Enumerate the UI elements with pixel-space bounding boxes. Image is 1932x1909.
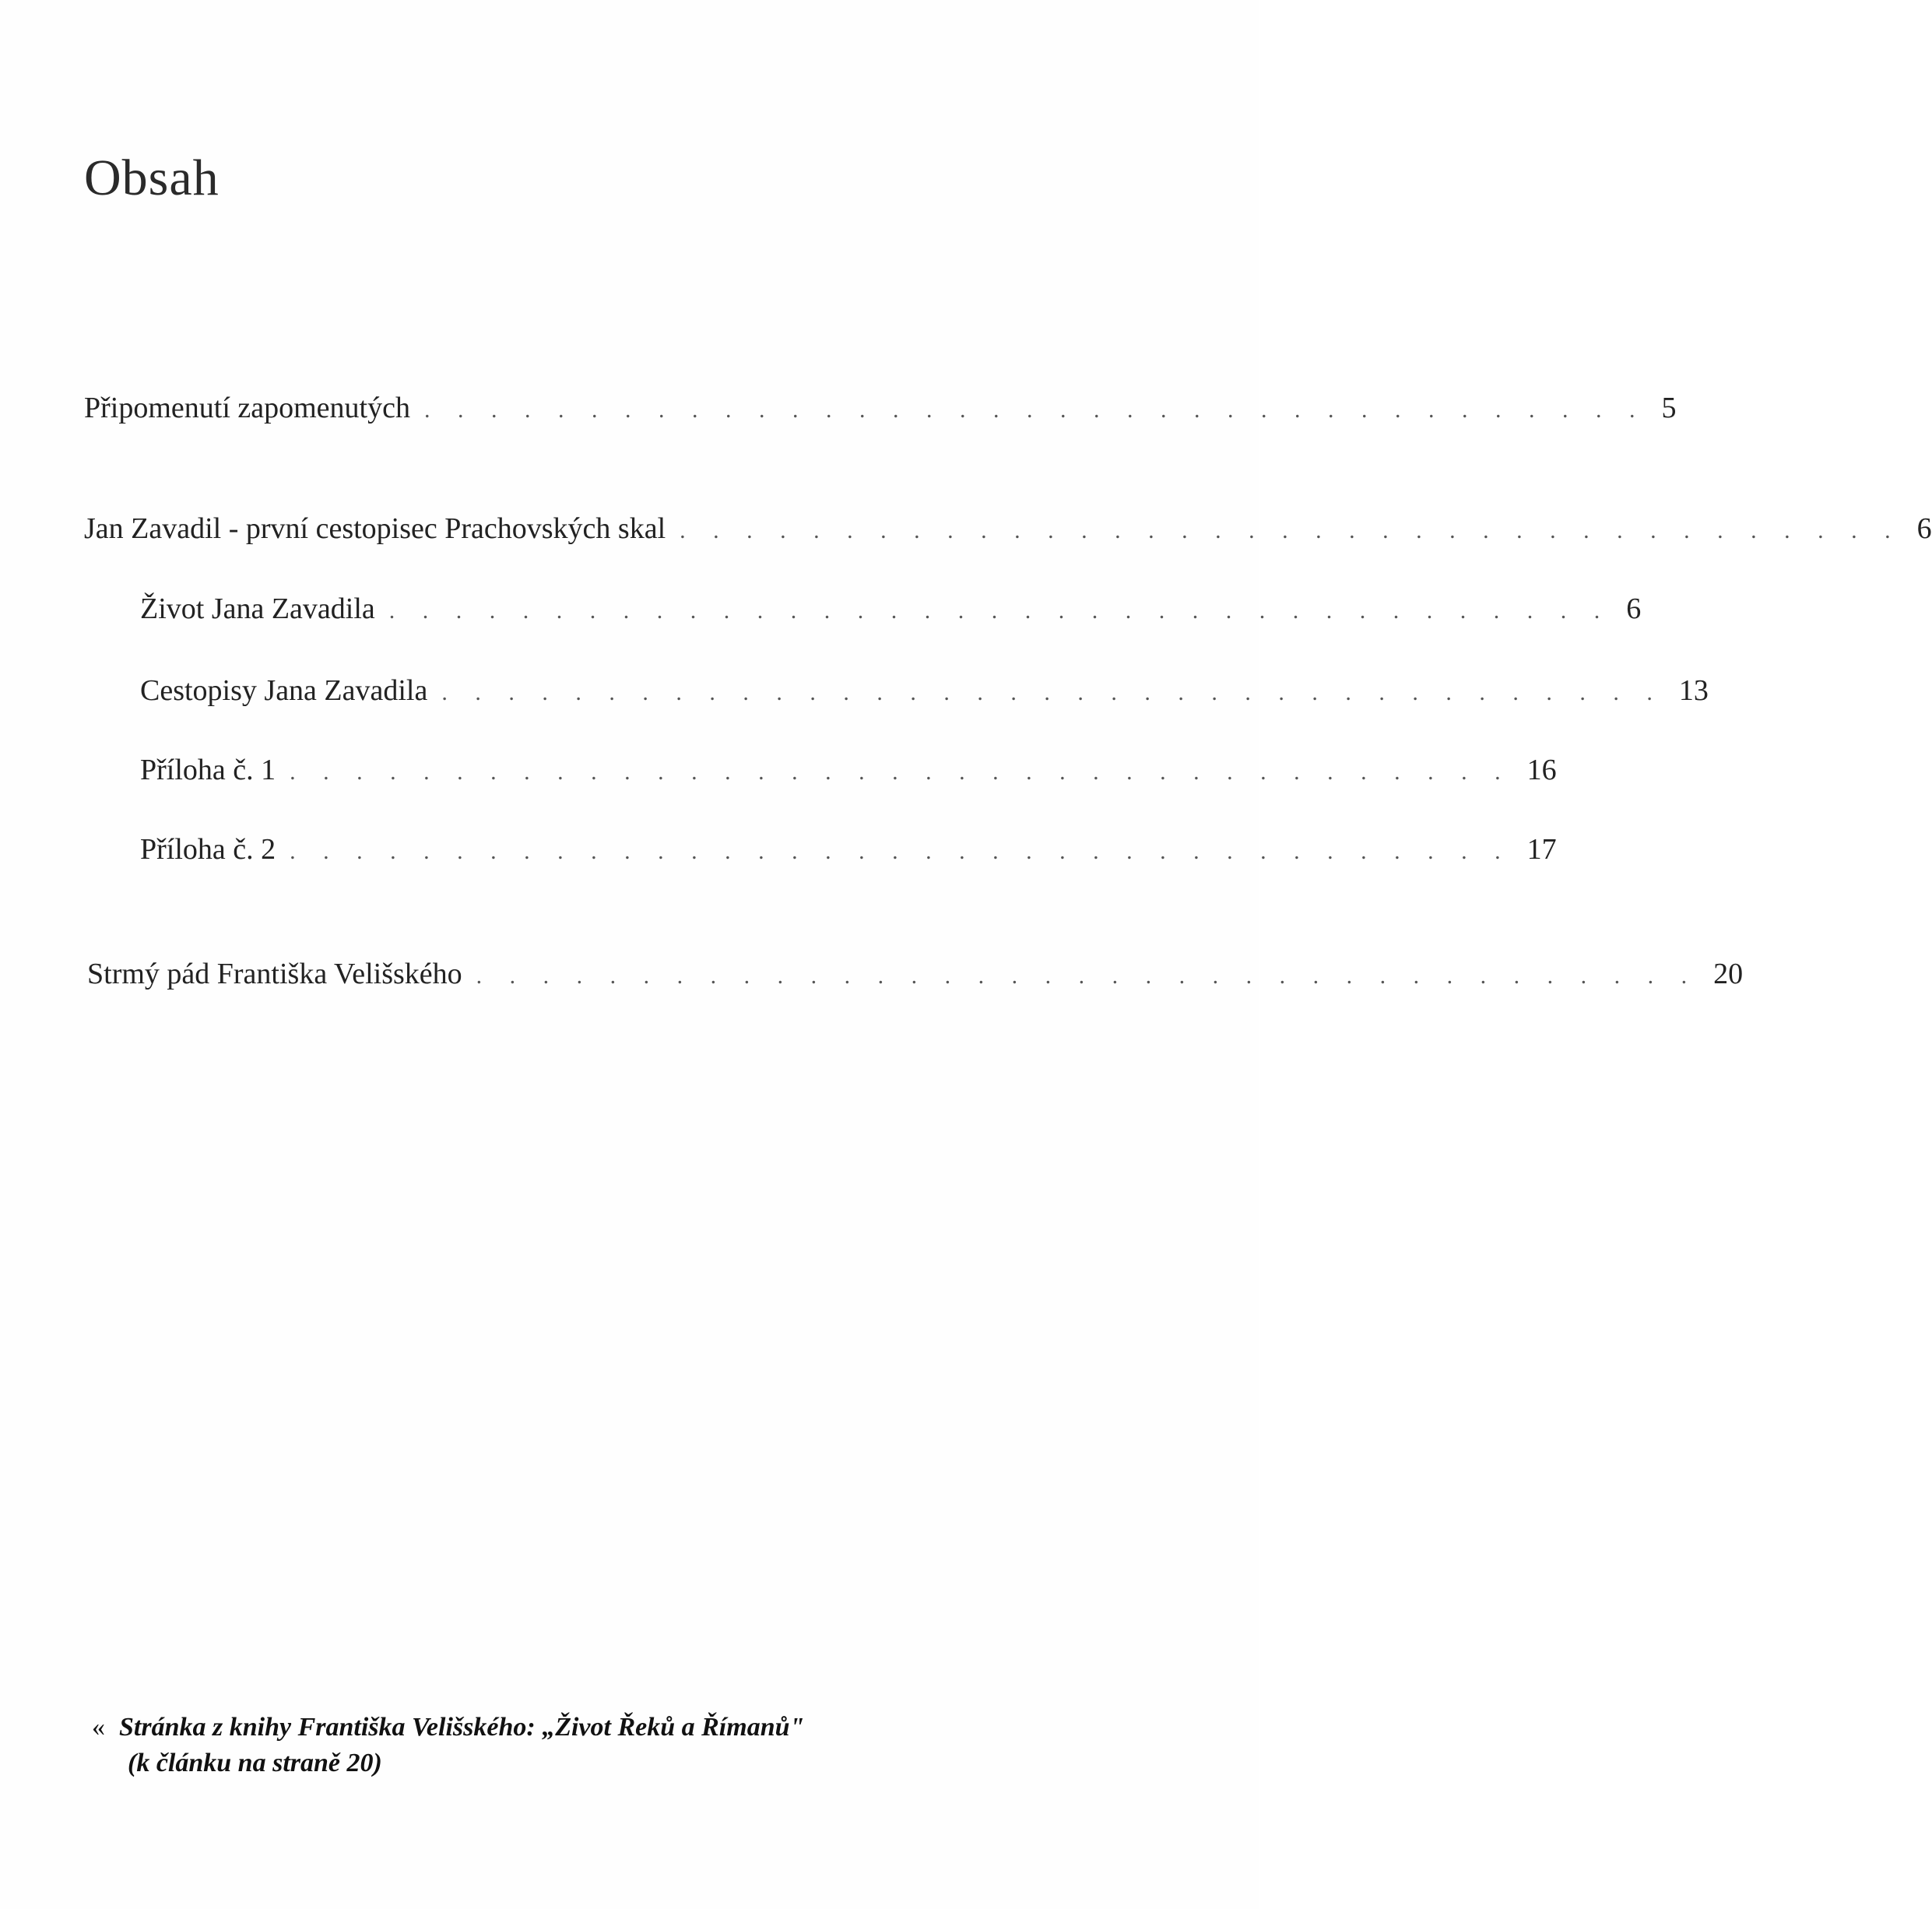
toc-subentry [140,674,1709,707]
toc-entry-label: Jan Zavadil - první cestopisec Prachovských skal [84,512,666,545]
caption-marker: « [92,1713,105,1742]
dot-leader: . . . . . . . . . . . . . . . . . . . . . . . . . . . . . . . . . . . . . [423,397,1646,423]
dot-leader: . . . . . . . . . . . . . . . . . . . . . . . . . . . . . . . . . . . . . [388,598,1611,624]
toc-subentry [140,592,1642,625]
caption-line-2: (k článku na straně 20) [128,1748,382,1777]
toc-entry-page: 20 [1713,958,1744,990]
toc-entry-page: 13 [1678,674,1709,707]
page-title: Obsah [84,149,220,206]
toc-entry-page: 17 [1526,833,1557,866]
dot-leader: . . . . . . . . . . . . . . . . . . . . . . . . . . . . . . . . . . . . . [290,838,1512,864]
toc-entry [84,392,1677,424]
caption-line-1: Stránka z knihy Františka Velišského: „Život Řeků a Římanů" [119,1713,805,1742]
toc-entry-label: Strmý pád Františka Velišského [87,958,462,990]
toc-entry-label: Život Jana Zavadila [140,592,375,625]
toc-entry [87,958,1744,990]
toc-entry-label: Cestopisy Jana Zavadila [140,674,428,707]
toc-entry-page: 5 [1661,392,1677,424]
dot-leader: . . . . . . . . . . . . . . . . . . . . . . . . . . . . . . . . . . . . . [441,680,1663,705]
toc-entry-page: 16 [1526,754,1557,786]
dot-leader: . . . . . . . . . . . . . . . . . . . . . . . . . . . . . . . . . . . . . [476,963,1698,989]
toc-subentry [140,754,1557,786]
toc-entry-label: Příloha č. 2 [140,833,276,866]
dot-leader: . . . . . . . . . . . . . . . . . . . . . . . . . . . . . . . . . . . . . [680,518,1902,543]
toc-entry-page: 6 [1916,512,1932,545]
image-caption [92,1710,948,1781]
dot-leader: . . . . . . . . . . . . . . . . . . . . . . . . . . . . . . . . . . . . . [290,759,1512,785]
toc-entry-label: Připomenutí zapomenutých [84,392,410,424]
toc-entry [84,512,1932,545]
toc-entry-page: 6 [1626,592,1642,625]
toc-entry-label: Příloha č. 1 [140,754,276,786]
toc-subentry [140,833,1557,866]
